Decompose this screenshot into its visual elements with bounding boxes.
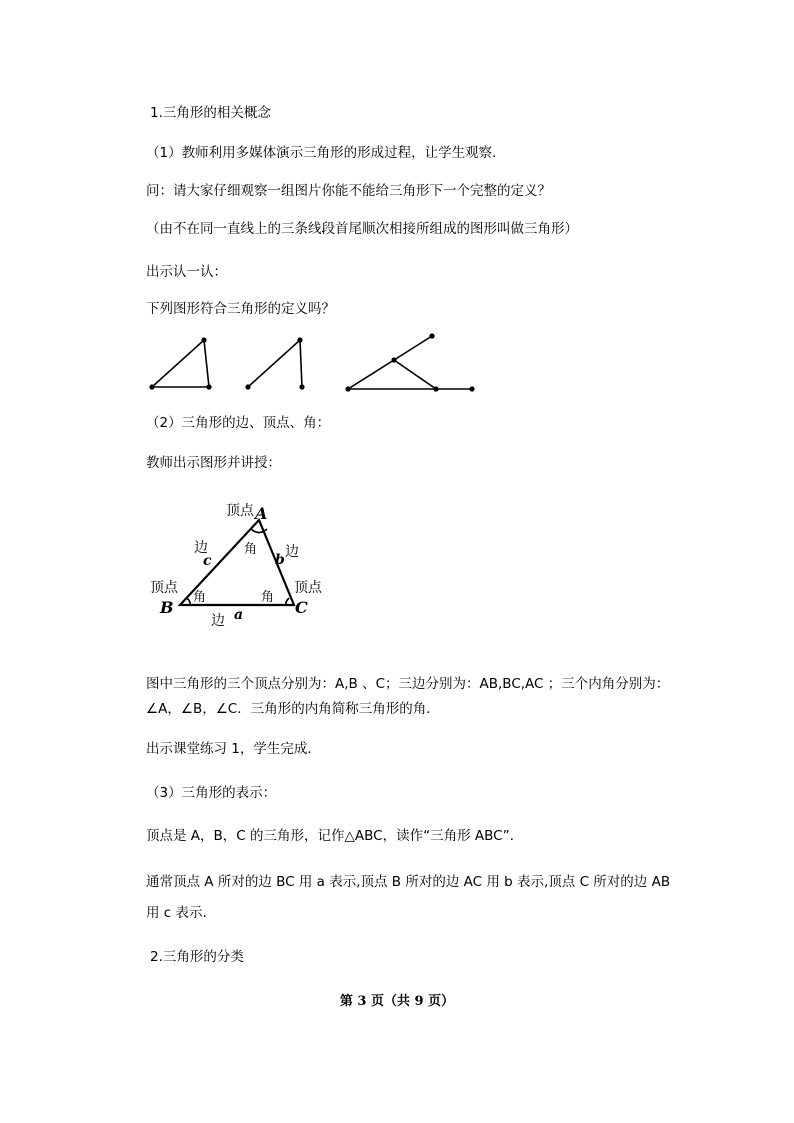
side-label-c: 边: [194, 540, 208, 556]
paragraph-4: （由不在同一直线上的三条线段首尾顺次相接所组成的图形叫做三角形）: [146, 221, 578, 237]
paragraph-8: 教师出示图形并讲授：: [146, 455, 281, 471]
example-shape-1: [152, 340, 209, 387]
paragraph-2: （1）教师利用多媒体演示三角形的形成过程，让学生观察．: [146, 145, 506, 161]
shape-examples-figure: [140, 330, 490, 402]
vertex-a-letter: A: [255, 504, 268, 523]
side-c-letter: c: [203, 553, 212, 569]
paragraph-5: 出示认一认：: [146, 264, 227, 280]
example-shape-3-left: [348, 360, 394, 389]
vertex-label-c: 顶点: [294, 580, 322, 596]
paragraph-12: 顶点是 A，B，C 的三角形，记作△ABC，读作“三角形 ABC”．: [146, 828, 524, 844]
example-shape-3-ray: [394, 336, 432, 360]
side-b-letter: b: [275, 552, 285, 568]
paragraph-1: 1.三角形的相关概念: [150, 105, 271, 121]
paragraph-6: 下列图形符合三角形的定义吗？: [146, 301, 335, 317]
paragraph-11: （3）三角形的表示：: [146, 785, 277, 801]
paragraph-7: （2）三角形的边、顶点、角：: [146, 415, 331, 431]
example-shape-3-diag: [394, 360, 436, 389]
angle-label-c: 角: [261, 590, 275, 605]
paragraph-9-line-2: ∠A，∠B，∠C．三角形的内角简称三角形的角．: [146, 701, 440, 717]
side-label-b: 边: [285, 544, 299, 560]
paragraph-10: 出示课堂练习 1，学生完成．: [146, 741, 321, 757]
vertex-label-b: 顶点: [150, 580, 178, 596]
side-a-letter: a: [234, 607, 244, 623]
angle-label-a: 角: [244, 542, 258, 557]
vertex-b-letter: B: [160, 598, 174, 617]
paragraph-13-line-1: 通常顶点 A 所对的边 BC 用 a 表示,顶点 B 所对的边 AC 用 b 表示,顶点 C 所对的边 AB: [146, 874, 671, 890]
paragraph-14: 2.三角形的分类: [150, 949, 244, 965]
vertex-label-a: 顶点: [226, 503, 254, 519]
paragraph-13-line-2: 用 c 表示.: [146, 905, 207, 921]
angle-label-b: 角: [193, 590, 207, 605]
vertex-c-letter: C: [295, 598, 308, 617]
side-label-a: 边: [211, 613, 225, 629]
paragraph-3: 问：请大家仔细观察一组图片你能不能给三角形下一个完整的定义？: [146, 183, 551, 199]
paragraph-9-line-1: 图中三角形的三个顶点分别为：A,B 、C；三边分别为：AB,BC,AC ；三个内角分别为：: [146, 676, 670, 692]
triangle-abc-figure: [140, 495, 360, 635]
page-footer: 第 3 页（共 9 页）: [339, 994, 455, 1009]
example-shape-2: [248, 340, 302, 387]
